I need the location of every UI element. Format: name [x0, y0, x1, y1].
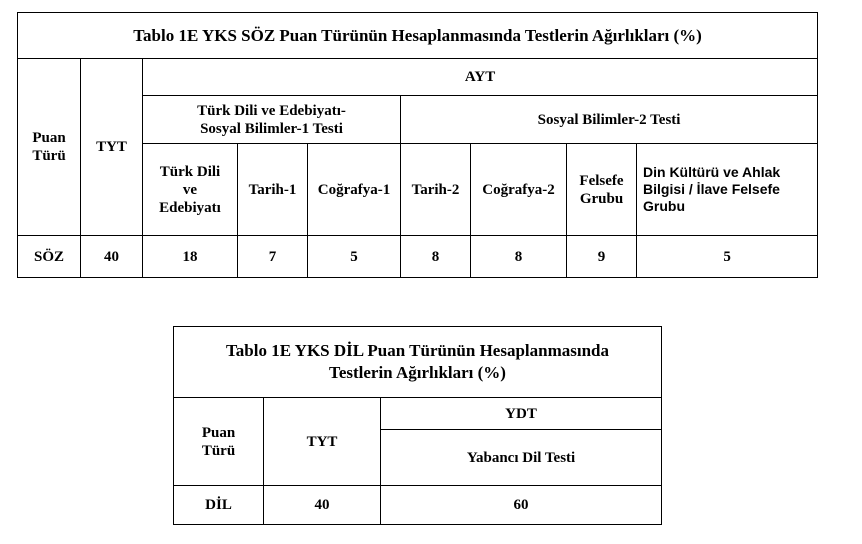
- soz-table-title: Tablo 1E YKS SÖZ Puan Türünün Hesaplanmasında Testlerin Ağırlıkları (%): [18, 13, 818, 59]
- row-label: DİL: [174, 486, 264, 525]
- row-label: SÖZ: [18, 236, 81, 278]
- col-header-cografya-2: Coğrafya-2: [471, 144, 567, 236]
- subgroup-tde-sb1-header: Türk Dili ve Edebiyatı- Sosyal Bilimler-1 Testi: [143, 96, 401, 144]
- tyt-header: TYT: [264, 398, 381, 486]
- subgroup-sb2-header: Sosyal Bilimler-2 Testi: [401, 96, 818, 144]
- cell-value: 8: [471, 236, 567, 278]
- dil-weights-table: [173, 326, 662, 525]
- cell-value: 60: [381, 486, 662, 525]
- tyt-header: TYT: [81, 59, 143, 236]
- row-tyt-value: 40: [264, 486, 381, 525]
- dil-table-title: Tablo 1E YKS DİL Puan Türünün Hesaplanmasında Testlerin Ağırlıkları (%): [174, 327, 662, 398]
- col-header-din-kulturu: Din Kültürü ve Ahlak Bilgisi / İlave Felsefe Grubu: [637, 144, 818, 236]
- col-header-tarih-2: Tarih-2: [401, 144, 471, 236]
- soz-weights-table: [17, 12, 818, 278]
- cell-value: 7: [238, 236, 308, 278]
- col-header-yabanci-dil: Yabancı Dil Testi: [381, 430, 662, 486]
- row-tyt-value: 40: [81, 236, 143, 278]
- col-header-cografya-1: Coğrafya-1: [308, 144, 401, 236]
- puan-turu-header: Puan Türü: [174, 398, 264, 486]
- cell-value: 5: [637, 236, 818, 278]
- table-row: [18, 236, 818, 278]
- cell-value: 8: [401, 236, 471, 278]
- cell-value: 5: [308, 236, 401, 278]
- cell-value: 9: [567, 236, 637, 278]
- table-row: [174, 486, 662, 525]
- ydt-header: YDT: [381, 398, 662, 430]
- ayt-header: AYT: [143, 59, 818, 96]
- col-header-turk-dili: Türk Dili ve Edebiyatı: [143, 144, 238, 236]
- cell-value: 18: [143, 236, 238, 278]
- col-header-tarih-1: Tarih-1: [238, 144, 308, 236]
- puan-turu-header: Puan Türü: [18, 59, 81, 236]
- col-header-felsefe: Felsefe Grubu: [567, 144, 637, 236]
